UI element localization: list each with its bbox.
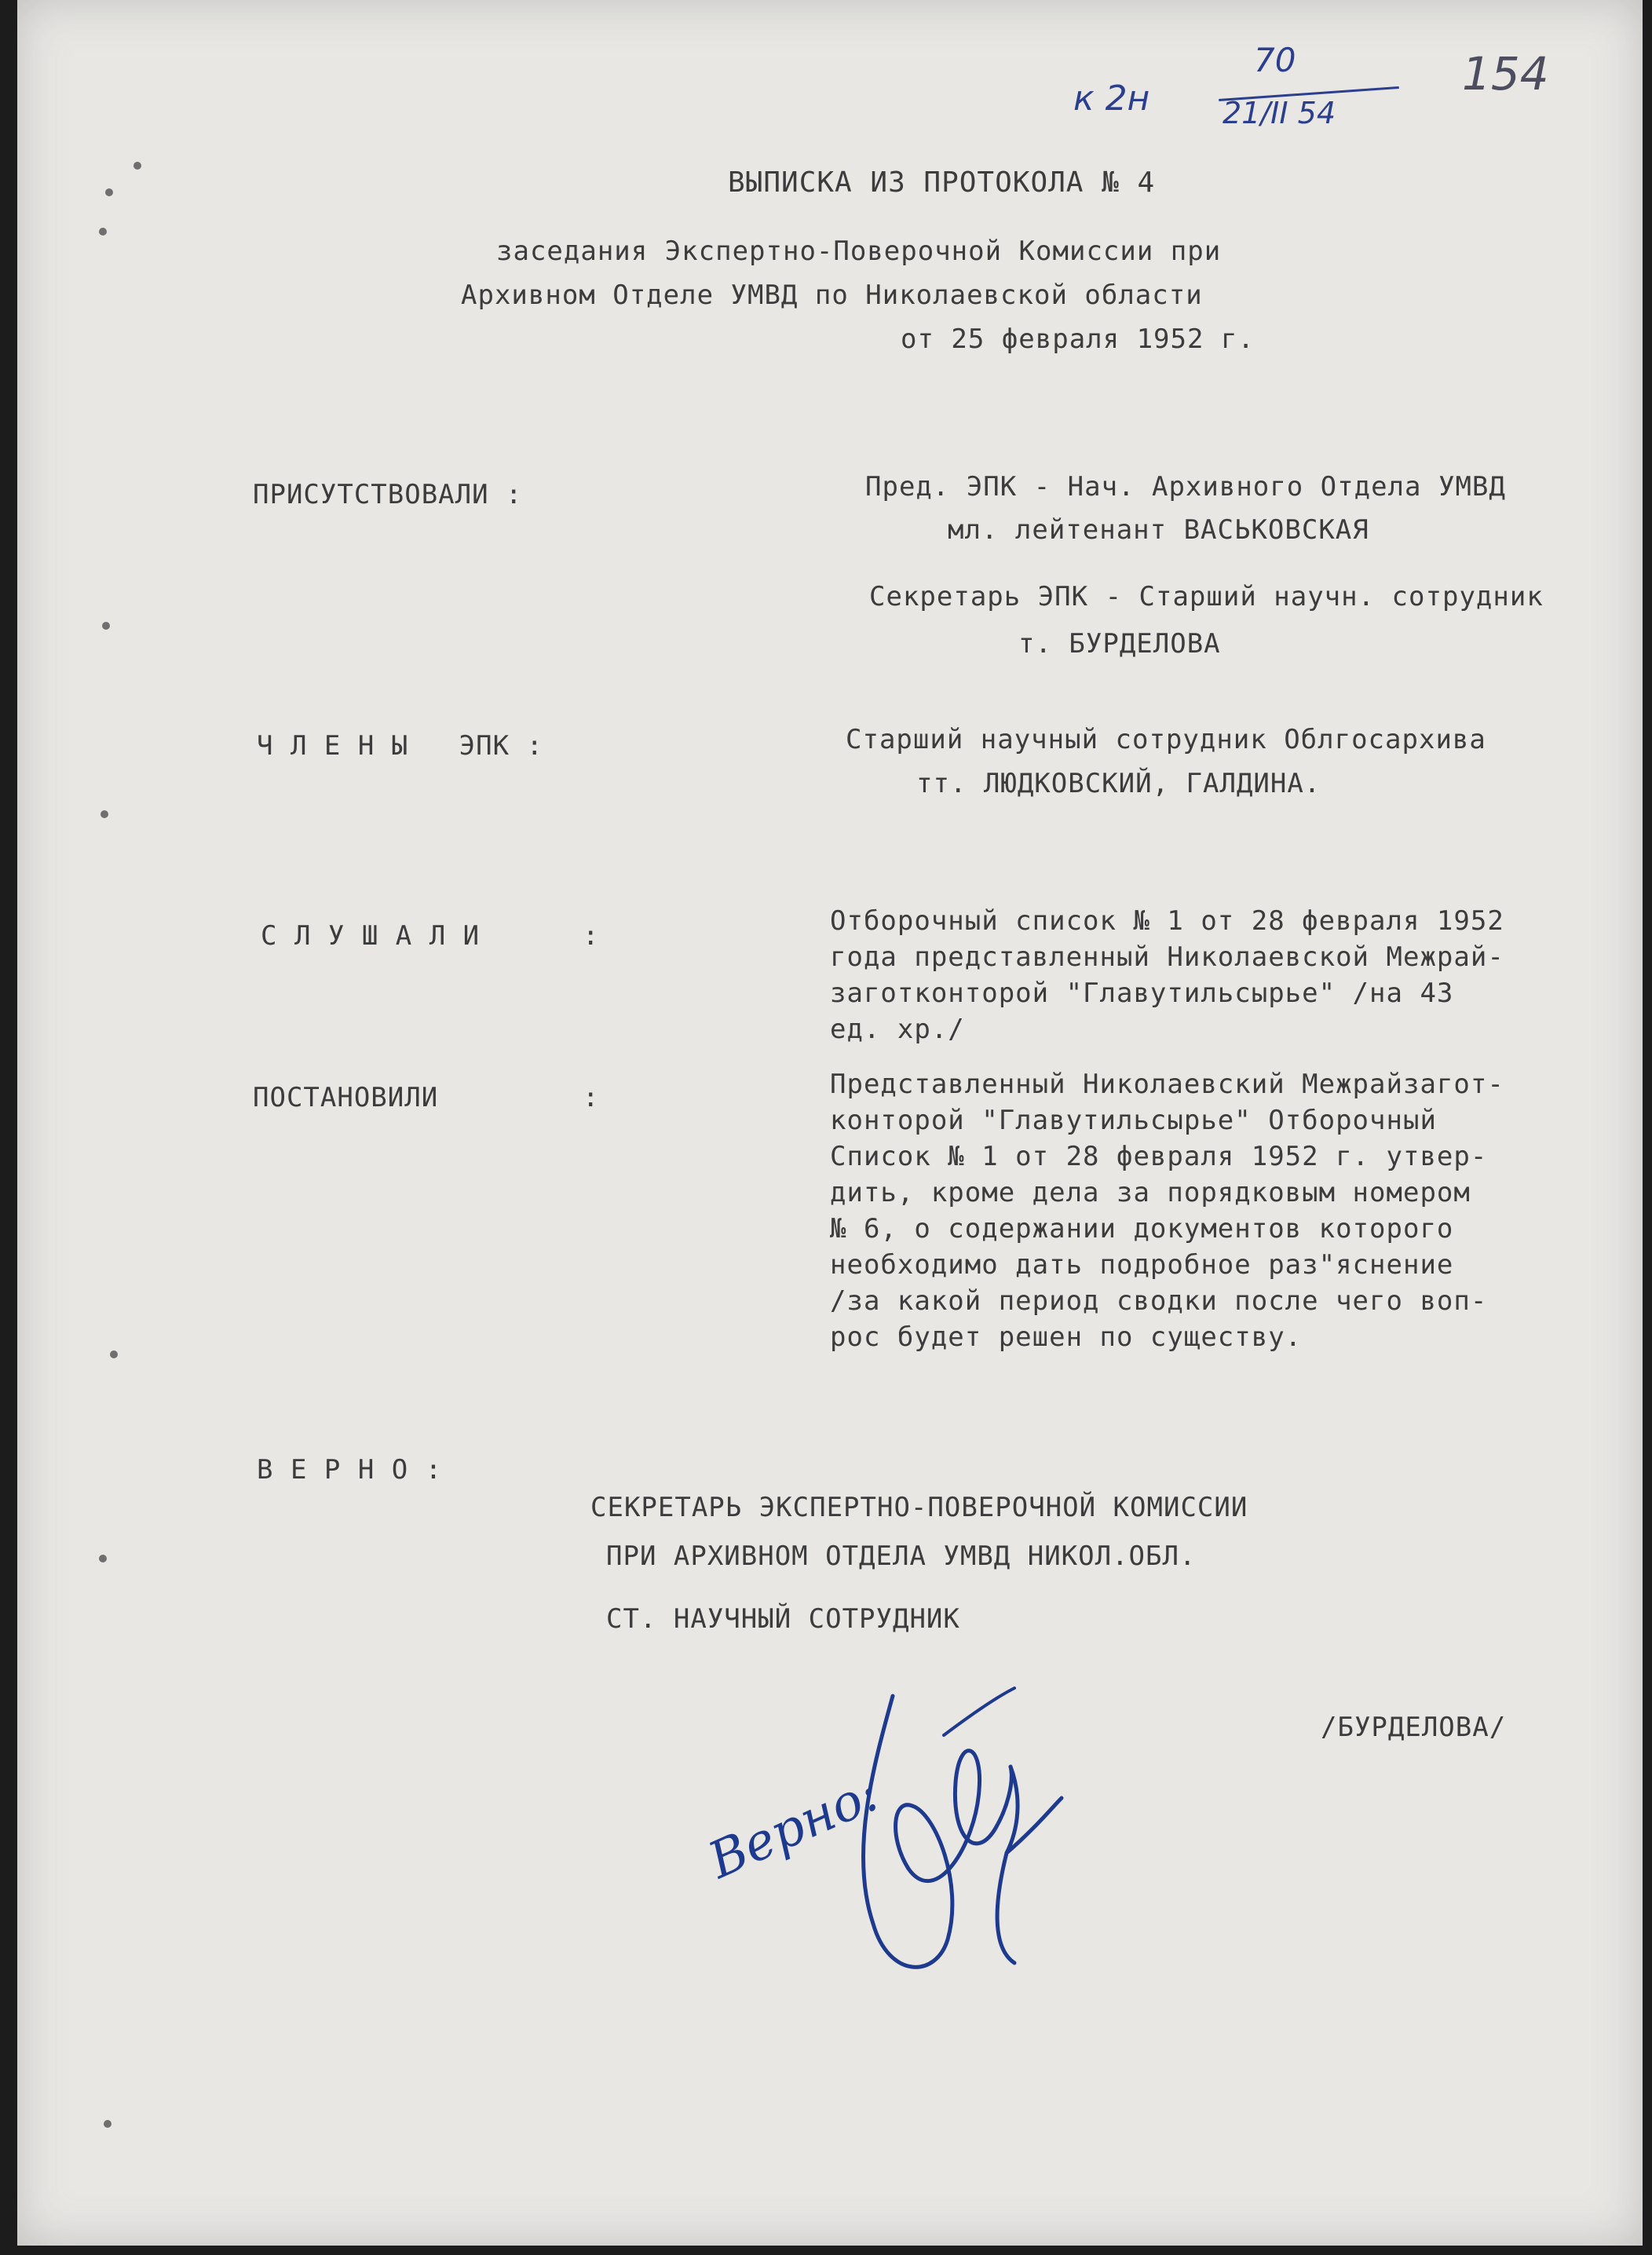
archive-fraction-bottom: 21/II 54 bbox=[1223, 96, 1336, 130]
heading-line-2: Архивном Отделе УМВД по Николаевской области bbox=[461, 280, 1203, 311]
secretary-line-2: т. БУРДЕЛОВА bbox=[1018, 628, 1221, 660]
resolved-line: № 6, о содержании документов которого bbox=[830, 1213, 1454, 1244]
members-line-1: Старший научный сотрудник Облгосархива bbox=[846, 724, 1486, 755]
heard-colon: : bbox=[583, 920, 600, 952]
binding-hole bbox=[110, 1350, 118, 1358]
binding-hole bbox=[105, 188, 113, 196]
secretary-line-1: Секретарь ЭПК - Старший научн. сотрудник bbox=[869, 581, 1544, 612]
resolved-line: рос будет решен по существу. bbox=[830, 1321, 1303, 1353]
archive-prefix: к 2н bbox=[1073, 79, 1150, 119]
resolved-colon: : bbox=[583, 1082, 600, 1113]
members-label: Ч Л Е Н Ы ЭПК : bbox=[257, 730, 543, 762]
resolved-line: конторой "Главутильсырье" Отборочный bbox=[830, 1105, 1437, 1136]
signatory-name: /БУРДЕЛОВА/ bbox=[1321, 1712, 1507, 1743]
binding-hole bbox=[99, 228, 107, 236]
present-line-2: мл. лейтенант ВАСЬКОВСКАЯ bbox=[948, 514, 1369, 546]
document-sheet bbox=[17, 0, 1643, 2246]
heading-line-1: заседания Экспертно-Поверочной Комиссии при bbox=[496, 236, 1222, 267]
heard-text bbox=[830, 903, 1504, 1047]
present-line-1: Пред. ЭПК - Нач. Архивного Отдела УМВД bbox=[865, 471, 1506, 503]
heard-label: С Л У Ш А Л И bbox=[261, 920, 481, 952]
certified-line-3: СТ. НАУЧНЫЙ СОТРУДНИК bbox=[606, 1603, 960, 1635]
present-label: ПРИСУТСТВОВАЛИ : bbox=[253, 479, 523, 510]
resolved-text bbox=[830, 1066, 1504, 1355]
certified-line-2: ПРИ АРХИВНОМ ОТДЕЛА УМВД НИКОЛ.ОБЛ. bbox=[606, 1540, 1197, 1572]
binding-hole bbox=[104, 2120, 111, 2128]
resolved-line: необходимо дать подробное раз"яснение bbox=[830, 1249, 1454, 1281]
resolved-line: /за какой период сводки после чего воп- bbox=[830, 1285, 1488, 1317]
certified-line-1: СЕКРЕТАРЬ ЭКСПЕРТНО-ПОВЕРОЧНОЙ КОМИССИИ bbox=[590, 1492, 1248, 1523]
heard-line: Отборочный список № 1 от 28 февраля 1952 bbox=[830, 905, 1504, 937]
binding-hole bbox=[101, 810, 108, 818]
members-line-2: тт. ЛЮДКОВСКИЙ, ГАЛДИНА. bbox=[916, 768, 1321, 799]
heard-line: заготконторой "Главутильсырье" /на 43 bbox=[830, 978, 1454, 1009]
document-title: ВЫПИСКА ИЗ ПРОТОКОЛА № 4 bbox=[728, 166, 1156, 199]
binding-hole bbox=[99, 1555, 107, 1562]
binding-hole bbox=[133, 162, 141, 170]
heading-date: от 25 февраля 1952 г. bbox=[901, 323, 1255, 355]
certified-label: В Е Р Н О : bbox=[257, 1454, 443, 1486]
resolved-label: ПОСТАНОВИЛИ bbox=[253, 1082, 439, 1113]
resolved-line: дить, кроме дела за порядковым номером bbox=[830, 1177, 1471, 1208]
archive-fraction-top: 70 bbox=[1254, 41, 1296, 79]
sheet-number: 154 bbox=[1462, 47, 1549, 101]
resolved-line: Список № 1 от 28 февраля 1952 г. утвер- bbox=[830, 1141, 1488, 1172]
resolved-line: Представленный Николаевский Межрайзагот- bbox=[830, 1069, 1504, 1100]
signature bbox=[818, 1649, 1077, 1994]
handwritten-note: Верно: bbox=[700, 1764, 888, 1891]
binding-hole bbox=[102, 622, 110, 630]
heard-line: ед. хр./ bbox=[830, 1014, 965, 1045]
heard-line: года представленный Николаевской Межрай- bbox=[830, 941, 1504, 973]
